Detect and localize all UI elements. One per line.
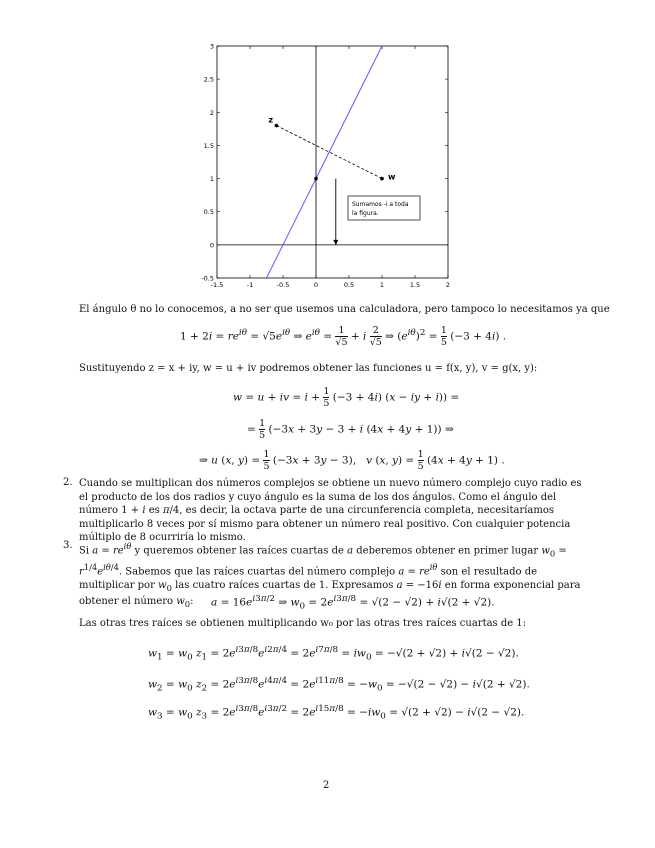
figure-plot xyxy=(0,0,655,300)
equation-4: ⇒ u (x, y) = $\frac{1}{5} (-3x + 3y - 3)$, v (x, y) = $\frac{1}{5} (4x + 4y + 1)$ . xyxy=(199,449,505,472)
plot-frame xyxy=(217,46,448,278)
page-number: 2 xyxy=(323,780,330,791)
x-tick-label: 0.5 xyxy=(343,281,355,289)
x-tick-label: 1 xyxy=(379,281,385,289)
point-z xyxy=(275,124,279,128)
point-origin-shift xyxy=(314,177,318,181)
y-tick-label: -0.5 xyxy=(201,274,214,283)
item-3-number: 3. xyxy=(63,540,73,551)
equation-3: = $\frac{1}{5} (-3x + 3y - 3 + i$ (4x + 4y + 1)) ⇒ xyxy=(247,418,454,441)
y-tick-label: 0.5 xyxy=(203,208,214,217)
x-tick-label: -1 xyxy=(246,281,254,289)
point-label-z: z xyxy=(268,115,274,125)
annotation-line-1: Sumamos -i a toda xyxy=(352,201,409,208)
y-tick-label: 0 xyxy=(209,241,214,250)
paragraph-angle: El ángulo θ no lo conocemos, a no ser que usemos una calculadora, pero tampoco lo necesitamos ya que xyxy=(79,304,610,315)
x-tick-label: -1.5 xyxy=(210,281,224,289)
y-tick-label: 1 xyxy=(209,175,214,184)
x-tick-label: 2 xyxy=(445,281,451,289)
point-label-w: w xyxy=(388,172,396,182)
equation-1: $1 + 2i = re^{i\theta} = √5e^{i\theta}$ ⇒ $e^{i\theta}$ = $\frac{1}{√5} + i$ $\frac{2}{√5}$ ⇒ $(e^{i\theta})^2$ = $\frac{1}{5} (-3 + 4i)$ . xyxy=(180,325,507,348)
equation-6: $w_1 = w_0$ $z_1 = 2e^{i3\pi/8}e^{i2\pi/4} = 2e^{i7\pi/8} = iw_0 = -√(2 + √2) + i√(2 - √2)$. xyxy=(148,645,519,663)
annotation-line-2: la figura. xyxy=(352,210,379,217)
item-2-text: Cuando se multiplican dos números complejos se obtiene un nuevo número complejo cuyo radio es el producto de los dos radios y cuyo ángulo es la suma de los dos ángulos. Como el ángulo del número 1 + i es π/4, es decir, la octava parte de una circunferencia completa, necesitaríamos multiplicarlo 8 veces por sí mismo para obtener un número real positivo. Con cualquier potencia múltiplo de 8 ocurriría lo mismo. xyxy=(79,478,582,543)
paragraph-other-roots: Las otras tres raíces se obtienen multiplicando w₀ por las otras tres raíces cuartas de 1: xyxy=(79,618,527,629)
x-tick-label: -0.5 xyxy=(276,281,290,289)
y-tick-label: 2.5 xyxy=(203,75,214,84)
x-tick-label: 1.5 xyxy=(409,281,421,289)
equation-7: $w_2 = w_0$ $z_2 = 2e^{i3\pi/8}e^{i4\pi/4} = 2e^{i11\pi/8} = -w_0 = -√(2 - √2) - i√(2 + √2)$. xyxy=(148,676,530,694)
item-2-number: 2. xyxy=(63,477,73,488)
x-tick-label: 0 xyxy=(313,281,319,289)
y-tick-label: 3 xyxy=(209,42,214,51)
point-w xyxy=(380,177,384,181)
y-tick-label: 1.5 xyxy=(203,141,214,150)
y-tick-label: 2 xyxy=(209,108,214,117)
item-3-text: Si $a = re^{i\theta}$ y queremos obtener las raíces cuartas de a deberemos obtener en primer lugar $w_0 = r^{1/4}e^{i\theta/4}$. Sabemos que las raíces cuartas del número complejo $a = re^{i\theta}$ son el resultado de multiplicar por $w_0$ las cuatro raíces cuartas de 1. Expresamos a = −16i en forma exponencial para obtener el número $w_0$: xyxy=(79,541,581,610)
equation-8: $w_3 = w_0$ $z_3 = 2e^{i3\pi/8}e^{i3\pi/2} = 2e^{i15\pi/8} = -iw_0 = √(2 + √2) - i√(2 - √2)$. xyxy=(148,704,525,722)
equation-2: w = u + iv = i + $\frac{1}{5} (-3 + 4i) (x$ − iy + i)) = xyxy=(233,386,460,409)
equation-5: $a = 16e^{i3\pi/2}$ ⇒ $w_0 = 2e^{i3\pi/8} = √(2 - √2) + i√(2 + √2)$. xyxy=(211,594,495,612)
paragraph-substitution: Sustituyendo z = x + iy, w = u + iv podremos obtener las funciones u = f(x, y), v = g(x, y): xyxy=(79,363,538,374)
